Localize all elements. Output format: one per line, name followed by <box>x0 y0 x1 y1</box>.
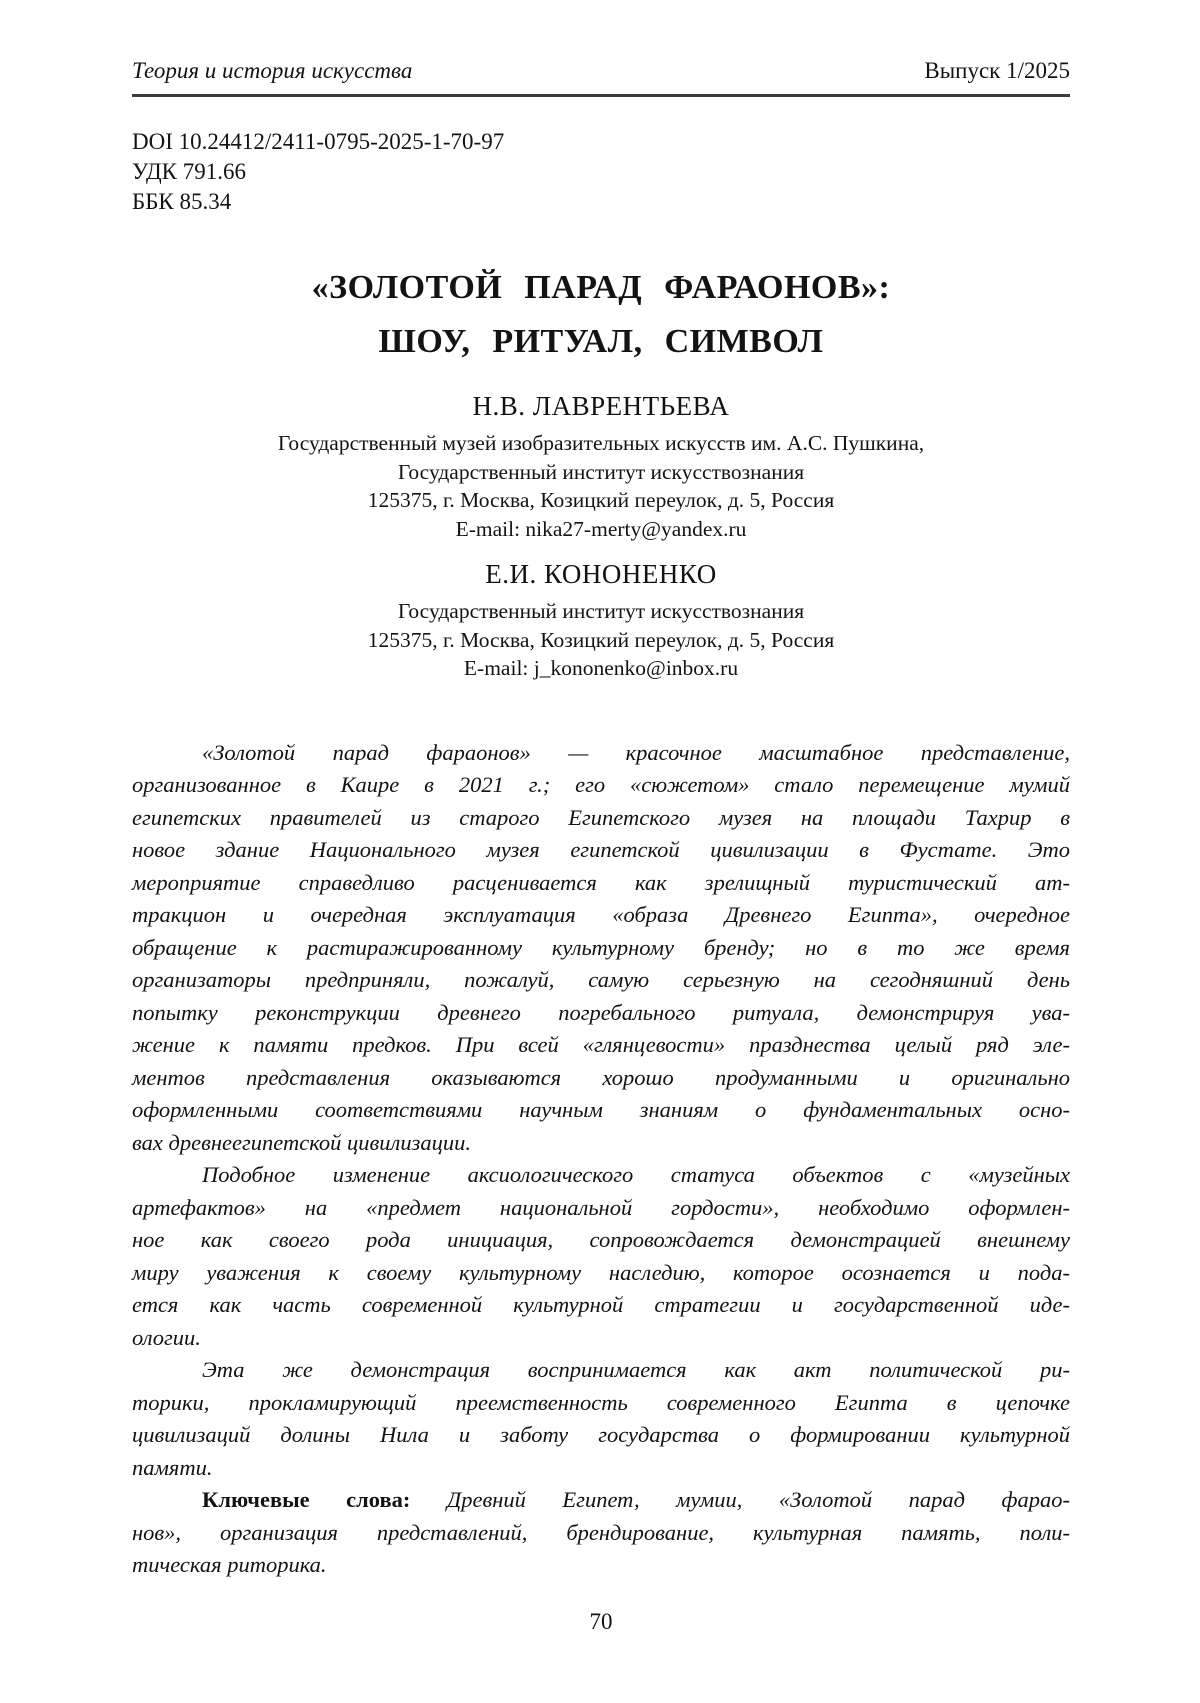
author-name: Е.И. КОНОНЕНКО <box>485 559 717 589</box>
abstract-line: новое здание Национального музея египетской цивилизации в Фустате. Это <box>132 837 1070 862</box>
abstract-line: ологии. <box>132 1324 201 1350</box>
abstract-line: жение к памяти предков. При всей «глянцевости» празднества целый ряд эле- <box>132 1032 1070 1057</box>
abstract-line: ментов представления оказываются хорошо продуманными и оригинально <box>132 1064 1070 1090</box>
author-email: E-mail: nika27-merty@yandex.ru <box>455 516 747 541</box>
affiliation-line: Государственный институт искусствознания <box>397 599 805 623</box>
affiliation-line: Государственный музей изобразительных искусств им. А.С. Пушкина, <box>277 431 925 455</box>
abstract-line: нов», организация представлений, брендирование, культурная память, поли- <box>132 1519 1070 1545</box>
abstract-line: Подобное изменение аксиологического статуса объектов с «музейных <box>202 1162 1070 1187</box>
journal-section-title: Теория и история искусства <box>132 58 413 83</box>
abstract-line: вах древнеегипетской цивилизации. <box>132 1129 471 1155</box>
abstract-line: попытку реконструкции древнего погребального ритуала, демонстрируя ува- <box>132 999 1070 1025</box>
affiliation-line: Государственный институт искусствознания <box>397 459 805 484</box>
abstract-line: «Золотой парад фараонов» — красочное масштабное представление, <box>202 739 1070 765</box>
article-meta <box>132 127 1070 217</box>
abstract-line: ное как своего рода инициация, сопровождается демонстрацией внешнему <box>132 1227 1070 1252</box>
bbk-line: ББК 85.34 <box>132 189 232 214</box>
author-email: E-mail: j_kononenko@inbox.ru <box>463 656 739 680</box>
abstract-line: обращение к растиражированному культурному бренду; но в то же время <box>132 934 1070 960</box>
abstract-paragraph <box>132 1354 1070 1484</box>
abstract-line: Эта же демонстрация воспринимается как акт политической ри- <box>202 1357 1070 1382</box>
authors-block <box>132 391 1070 683</box>
abstract-block <box>132 737 1070 1582</box>
abstract-line: оформленными соответствиями научным знаниям о фундаментальных осно- <box>132 1097 1070 1122</box>
abstract-line: мероприятие справедливо расценивается как зрелищный туристический ат- <box>132 869 1070 895</box>
page-number: 70 <box>589 1608 613 1634</box>
abstract-line: ется как часть современной культурной стратегии и государственной иде- <box>132 1292 1070 1317</box>
keywords-text: Древний Египет, мумии, «Золотой парад фарао- <box>446 1487 1070 1512</box>
affiliation-line: 125375, г. Москва, Козицкий переулок, д. 5, Россия <box>367 488 835 512</box>
abstract-line <box>132 1484 1070 1517</box>
abstract-line: памяти. <box>132 1454 213 1480</box>
abstract-line: тическая риторика. <box>132 1552 327 1577</box>
author-name: Н.В. ЛАВРЕНТЬЕВА <box>472 391 730 421</box>
article-title-line: «ЗОЛОТОЙ ПАРАД ФАРАОНОВ»: <box>311 269 891 306</box>
abstract-line: египетских правителей из старого Египетского музея на площади Тахрир в <box>132 804 1070 830</box>
page-header <box>132 56 1070 97</box>
udc-line: УДК 791.66 <box>132 159 246 184</box>
abstract-line: организованное в Каире в 2021 г.; его «сюжетом» стало перемещение мумий <box>132 772 1070 797</box>
abstract-line: миру уважения к своему культурному наследию, которое осознается и пода- <box>132 1259 1070 1285</box>
abstract-line: артефактов» на «предмет национальной гордости», необходимо оформлен- <box>132 1194 1070 1220</box>
abstract-paragraph <box>132 1159 1070 1354</box>
doi-line: DOI 10.24412/2411-0795-2025-1-70-97 <box>132 129 505 154</box>
keywords-label: Ключевые слова: <box>202 1487 447 1512</box>
article-title-line: ШОУ, РИТУАЛ, СИМВОЛ <box>378 323 824 360</box>
keywords-paragraph <box>132 1484 1070 1582</box>
abstract-line: торики, прокламирующий преемственность современного Египта в цепочке <box>132 1389 1070 1415</box>
abstract-line: тракцион и очередная эксплуатация «образа Древнего Египта», очередное <box>132 902 1070 927</box>
abstract-paragraph <box>132 737 1070 1160</box>
abstract-line: цивилизаций долины Нила и заботу государства о формировании культурной <box>132 1422 1070 1447</box>
article-title <box>132 261 1070 369</box>
abstract-line: организаторы предприняли, пожалуй, самую серьезную на сегодняшний день <box>132 967 1070 992</box>
affiliation-line: 125375, г. Москва, Козицкий переулок, д. 5, Россия <box>367 627 835 652</box>
issue-label: Выпуск 1/2025 <box>924 58 1070 83</box>
